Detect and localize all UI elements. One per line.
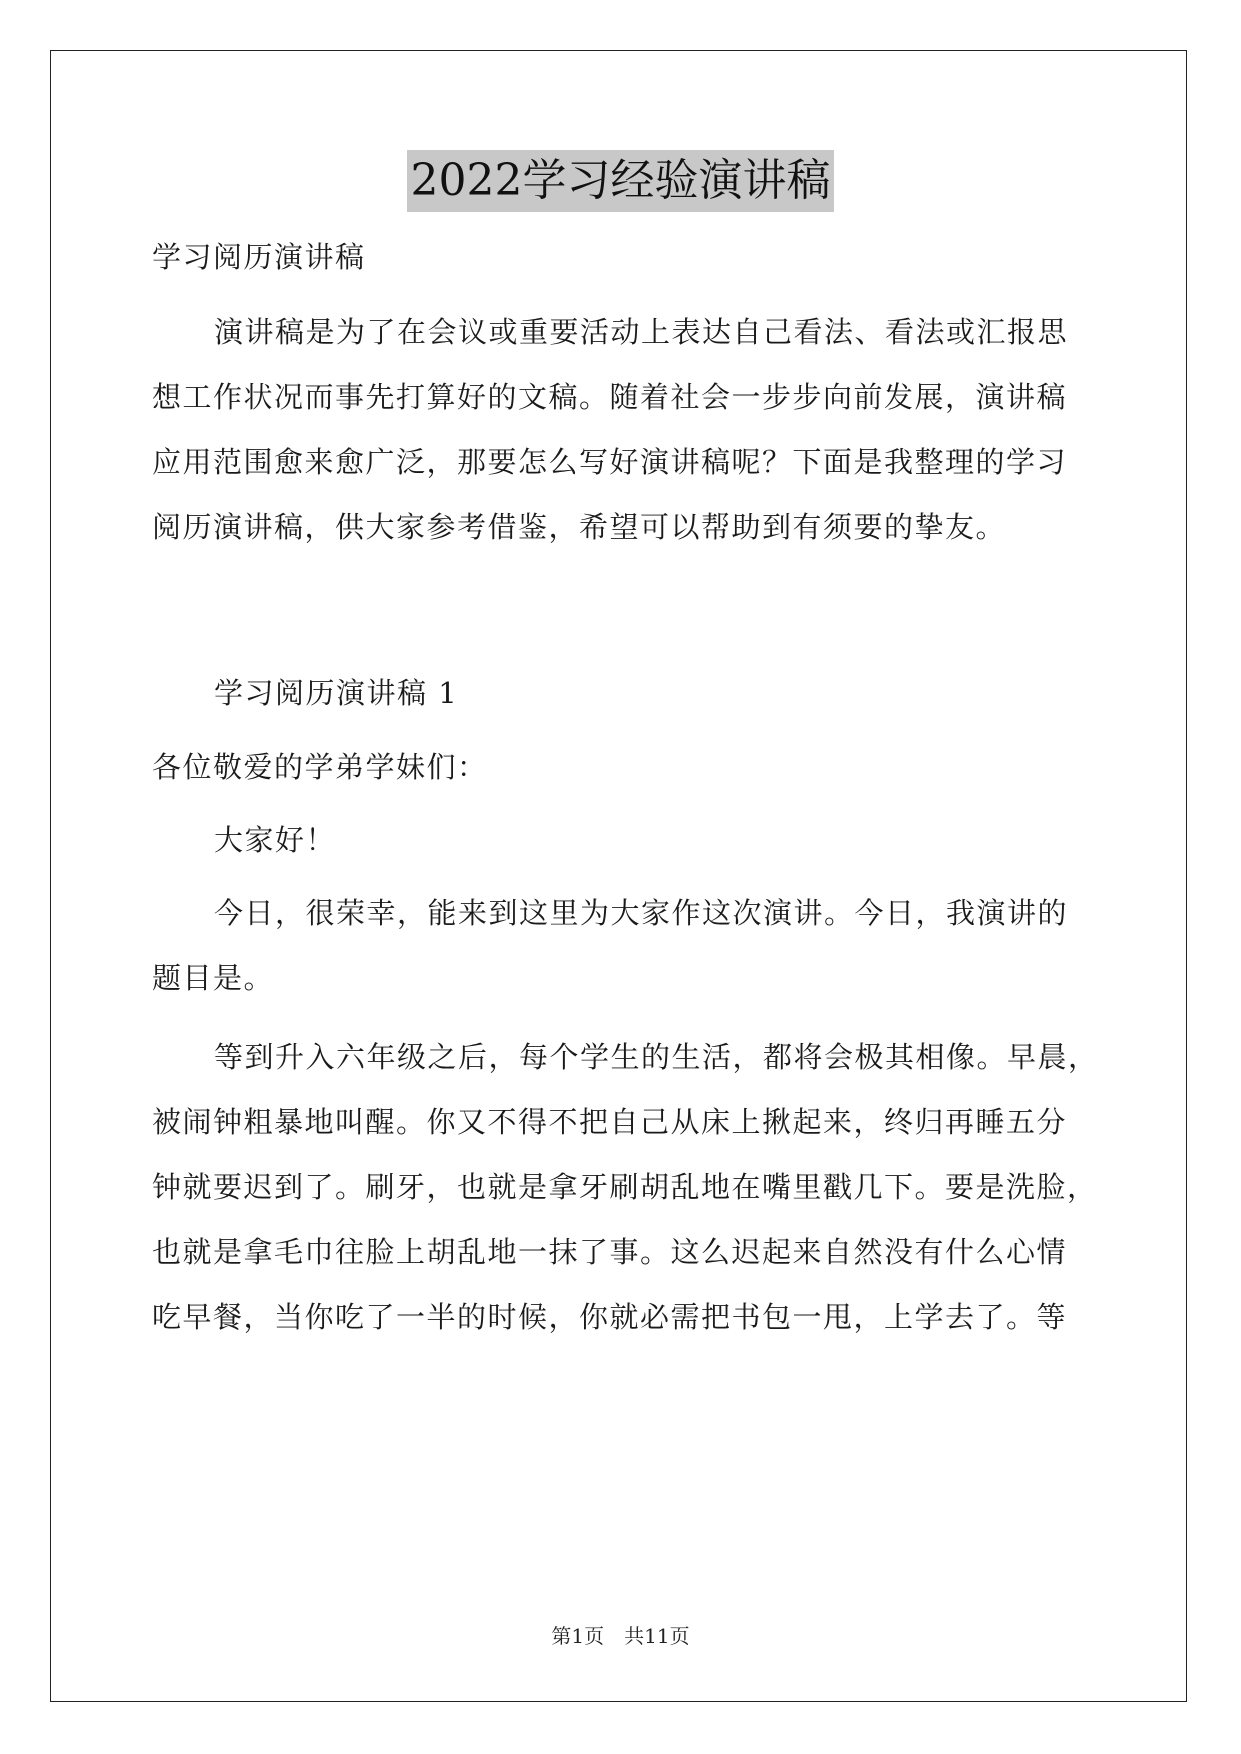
intro-line: 演讲稿是为了在会议或重要活动上表达自己看法、看法或汇报思: [214, 315, 1069, 349]
paragraph-line: 也就是拿毛巾往脸上胡乱地一抹了事。这么迟起来自然没有什么心情: [152, 1235, 1068, 1269]
greeting-text: 大家好！: [214, 823, 337, 857]
paragraph-line: 今日，很荣幸，能来到这里为大家作这次演讲。今日，我演讲的: [214, 896, 1069, 930]
document-title: 2022学习经验演讲稿: [407, 150, 835, 212]
intro-paragraph: [152, 300, 1092, 560]
intro-line: 想工作状况而事先打算好的文稿。随着社会一步步向前发展，演讲稿: [152, 380, 1068, 414]
page-footer: [0, 1620, 1241, 1649]
intro-line: 应用范围愈来愈广泛，那要怎么写好演讲稿呢？下面是我整理的学习: [152, 445, 1068, 479]
section-heading-text: 学习阅历演讲稿 1: [214, 676, 459, 710]
page-border: [50, 50, 1187, 1702]
salutation-text: 各位敬爱的学弟学妹们：: [152, 750, 488, 784]
paragraph-1: [152, 881, 1092, 1011]
subtitle: [152, 225, 1092, 290]
subtitle-text: 学习阅历演讲稿: [152, 240, 366, 274]
intro-line: 阅历演讲稿，供大家参考借鉴，希望可以帮助到有须要的挚友。: [152, 510, 1007, 544]
section-heading: [152, 661, 1092, 726]
paragraph-line: 吃早餐，当你吃了一半的时候，你就必需把书包一甩，上学去了。等: [152, 1300, 1068, 1334]
page-number: 第1页: [551, 1624, 605, 1648]
greeting: [152, 808, 1092, 873]
paragraph-line: 钟就要迟到了。刷牙，也就是拿牙刷胡乱地在嘴里戳几下。要是洗脸，: [152, 1170, 1098, 1204]
paragraph-line: 等到升入六年级之后，每个学生的生活，都将会极其相像。早晨，: [214, 1040, 1099, 1074]
total-pages: 共11页: [624, 1624, 690, 1648]
paragraph-line: 题目是。: [152, 961, 275, 995]
salutation: [152, 735, 1092, 800]
paragraph-line: 被闹钟粗暴地叫醒。你又不得不把自己从床上揪起来，终归再睡五分: [152, 1105, 1068, 1139]
title-container: [0, 150, 1241, 212]
paragraph-2: [152, 1025, 1099, 1350]
